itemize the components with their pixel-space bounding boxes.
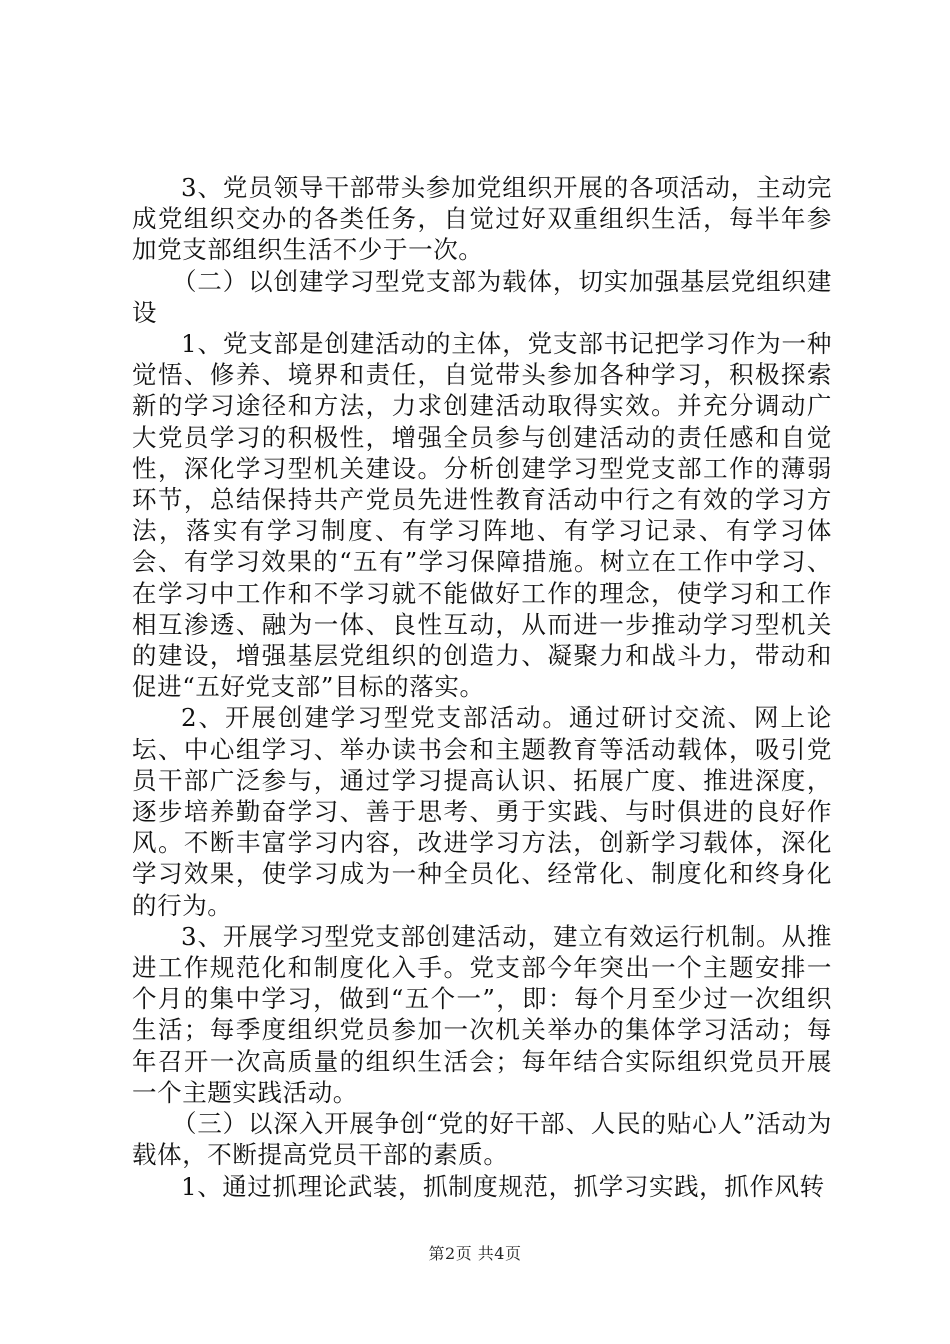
paragraph-theory-armament: 1、通过抓理论武装，抓制度规范，抓学习实践，抓作风转 xyxy=(181,1171,825,1201)
document-body xyxy=(132,172,832,1202)
section-heading-good-cadre: （三）以深入开展争创“党的好干部、人民的贴心人”活动为载体，不断提高党员干部的素质。 xyxy=(132,1109,832,1170)
paragraph-operating-mechanism: 3、开展学习型党支部创建活动，建立有效运行机制。从推进工作规范化和制度化入手。党支部今年突出一个主题安排一个月的集中学习，做到“五个一”，即：每个月至少过一次组织生活；每季度组织党员参加一次机关举办的集体学习活动；每年召开一次高质量的组织生活会；每年结合实际组织党员开展一个主题实践活动。 xyxy=(132,921,832,1107)
paragraph-learning-activities: 2、开展创建学习型党支部活动。通过研讨交流、网上论坛、中心组学习、举办读书会和主题教育等活动载体，吸引党员干部广泛参与，通过学习提高认识、拓展广度、推进深度，逐步培养勤奋学习、善于思考、勇于实践、与时俱进的良好作风。不断丰富学习内容，改进学习方法，创新学习载体，深化学习效果，使学习成为一种全员化、经常化、制度化和终身化的行为。 xyxy=(132,703,832,920)
page-number-footer: 第2页 共4页 xyxy=(428,1244,522,1263)
paragraph-party-leaders-activities: 3、党员领导干部带头参加党组织开展的各项活动，主动完成党组织交办的各类任务，自觉过好双重组织生活，每半年参加党支部组织生活不少于一次。 xyxy=(132,173,832,265)
section-heading-learning-branch: （二）以创建学习型党支部为载体，切实加强基层党组织建设 xyxy=(132,266,832,327)
paragraph-branch-main-body: 1、党支部是创建活动的主体，党支部书记把学习作为一种觉悟、修养、境界和责任，自觉带头参加各种学习，积极探索新的学习途径和方法，力求创建活动取得实效。并充分调动广大党员学习的积极性，增强全员参与创建活动的责任感和自觉性，深化学习型机关建设。分析创建学习型党支部工作的薄弱环节，总结保持共产党员先进性教育活动中行之有效的学习方法，落实有学习制度、有学习阵地、有学习记录、有学习体会、有学习效果的“五有”学习保障措施。树立在工作中学习、在学习中工作和不学习就不能做好工作的理念，使学习和工作相互渗透、融为一体、良性互动，从而进一步推动学习型机关的建设，增强基层党组织的创造力、凝聚力和战斗力，带动和促进“五好党支部”目标的落实。 xyxy=(132,329,832,702)
